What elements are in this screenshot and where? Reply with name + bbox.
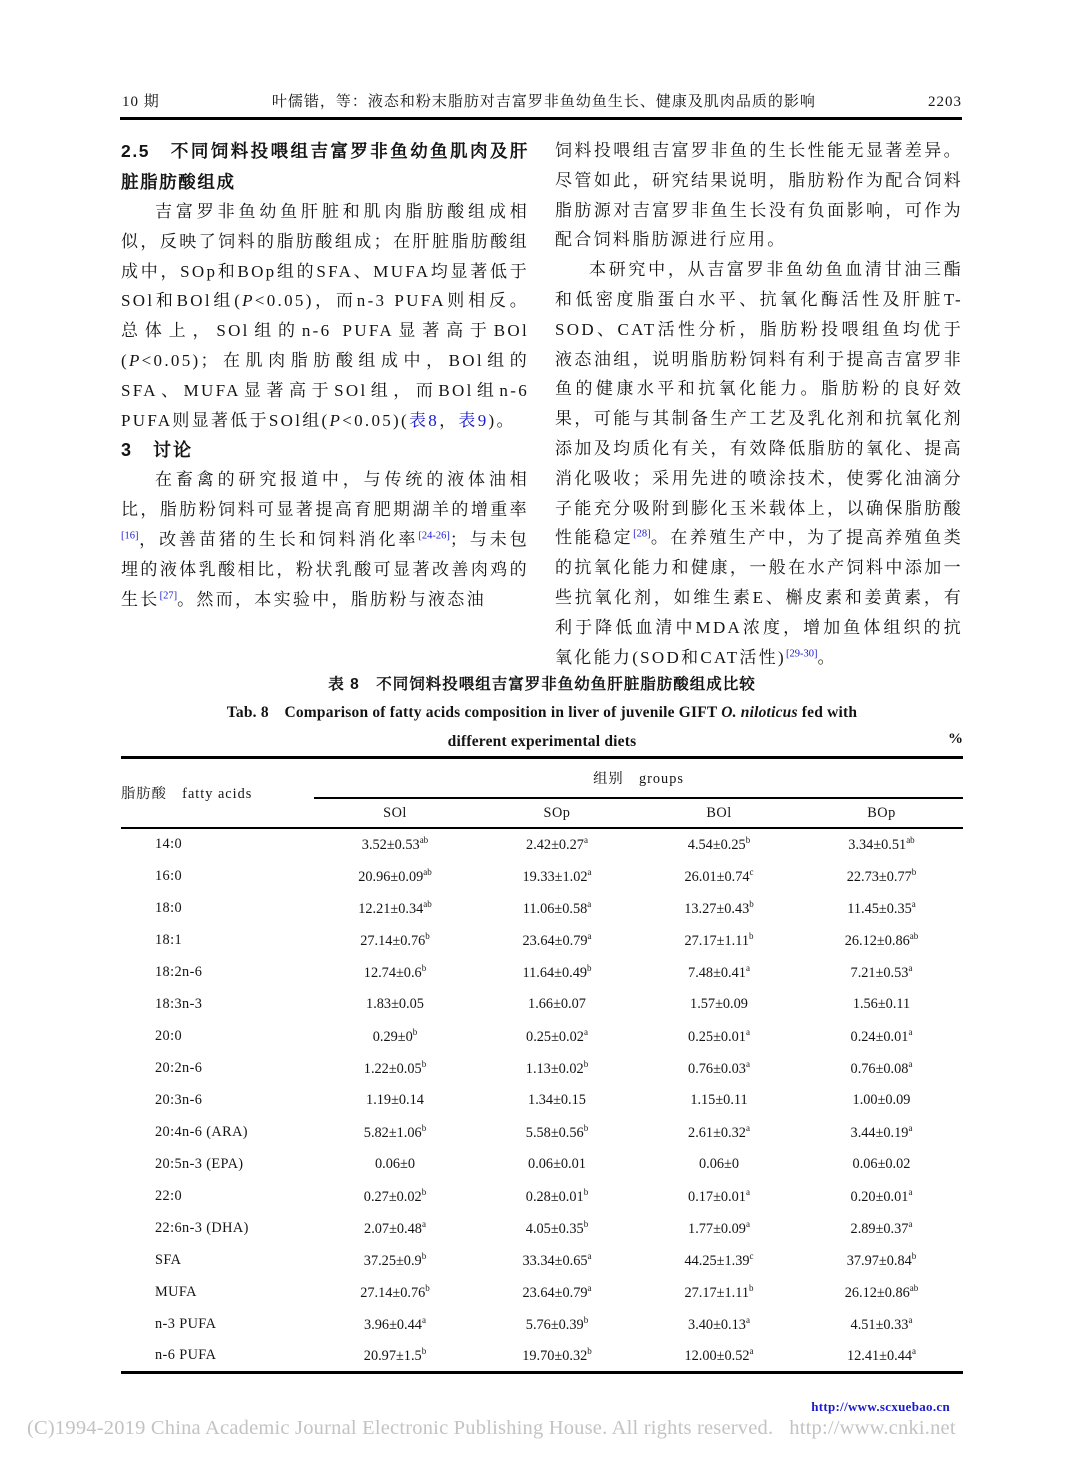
fatty-acid-label: 20:0 (155, 1027, 183, 1044)
significance-superscript: b (749, 1282, 754, 1293)
fatty-acid-label: n-6 PUFA (155, 1346, 217, 1363)
value-cell: 1.34±0.15 (528, 1091, 586, 1108)
column-header-fatty-acids: 脂肪酸 fatty acids (121, 758, 314, 829)
table-row (121, 956, 963, 988)
significance-superscript: b (421, 1058, 427, 1069)
value-cell: 7.48±0.41$^a$ (688, 962, 750, 981)
value-cell: 3.40±0.13$^a$ (688, 1314, 750, 1333)
column-header-bol: BOl (638, 798, 800, 828)
fatty-acid-label: 22:6n-3 (DHA) (155, 1219, 249, 1236)
value-cell: 3.96±0.44$^a$ (364, 1314, 426, 1333)
table-row (121, 828, 963, 860)
table-row (121, 924, 963, 956)
column-header-bop: BOp (800, 798, 963, 828)
value-cell: 3.34±0.51$^{ab}$ (848, 835, 915, 853)
unit-label: % (948, 731, 963, 747)
fatty-acid-label: MUFA (155, 1283, 197, 1300)
value-cell: 1.83±0.05 (366, 995, 424, 1012)
value-cell: 37.25±0.9$^b$ (363, 1250, 427, 1269)
value-cell: 0.20±0.01$^a$ (850, 1186, 913, 1205)
left-column (121, 136, 529, 672)
column-header-groups: 组别 groups (314, 758, 963, 799)
value-cell: 11.64±0.49$^b$ (522, 962, 592, 981)
fatty-acid-label: 20:2n-6 (155, 1059, 203, 1076)
header-rule (120, 117, 962, 120)
fatty-acid-label: SFA (155, 1251, 182, 1268)
citation-ref[interactable]: [24-26] (418, 530, 450, 542)
significance-superscript: b (421, 962, 427, 973)
text-segment: 吉富罗非鱼幼鱼肝脏和肌肉脂肪酸组成相似，反映了饲料的脂肪酸组成；在肝脏脂肪酸组成中，SOp和BOp组的SFA、MUFA均显著低于SOl和BOl组( (121, 202, 529, 311)
paragraph (121, 197, 529, 435)
fatty-acid-label: 18:2n-6 (155, 963, 203, 980)
value-cell: 5.76±0.39$^b$ (525, 1314, 589, 1333)
table8-title-en (121, 698, 963, 727)
value-cell: 1.13±0.02$^b$ (525, 1058, 589, 1077)
value-cell: 23.64±0.79$^a$ (522, 930, 592, 949)
significance-superscript: b (425, 1282, 430, 1293)
text-segment: fed with (797, 704, 858, 721)
table-row (121, 1244, 963, 1276)
significance-superscript: b (745, 835, 751, 846)
text-segment: <0.05)( (342, 410, 409, 430)
text-segment: )。 (488, 410, 516, 430)
citation-ref[interactable]: [27] (159, 589, 178, 601)
value-cell: 5.58±0.56$^b$ (525, 1122, 589, 1141)
paragraph (555, 136, 963, 255)
significance-superscript: ab (419, 835, 429, 846)
value-cell: 1.22±0.05$^b$ (363, 1058, 427, 1077)
significance-superscript: a (745, 1122, 750, 1133)
fatty-acid-label: 22:0 (155, 1187, 183, 1204)
table-row (121, 1308, 963, 1340)
table-row (121, 988, 963, 1020)
table-row (121, 1340, 963, 1372)
significance-superscript: b (911, 866, 917, 877)
significance-superscript: b (911, 1250, 917, 1261)
table-ref-link[interactable]: 表9 (458, 410, 489, 430)
significance-superscript: ab (423, 898, 432, 909)
significance-superscript: b (587, 962, 592, 973)
significance-superscript: a (583, 1026, 588, 1037)
value-cell: 2.89±0.37$^a$ (850, 1218, 913, 1237)
significance-superscript: c (749, 1250, 754, 1261)
table-row (121, 1020, 963, 1052)
value-cell: 12.21±0.34$^{ab}$ (358, 898, 432, 917)
table8 (121, 756, 963, 1374)
significance-superscript: ab (906, 835, 915, 846)
text-segment: <0.05)；在肌肉脂肪酸组成中，BOl组的SFA、MUFA显著高于SOl组，而BOl组n-6 PUFA则显著低于SOl组( (121, 350, 529, 430)
table-ref-link[interactable]: 表8 (408, 410, 440, 430)
table8-title-en-line2: different experimental diets (447, 733, 637, 750)
value-cell: 13.27±0.43$^b$ (684, 898, 754, 917)
text-segment: 本研究中，从吉富罗非鱼幼鱼血清甘油三酯和低密度脂蛋白水平、抗氧化酶活性及肝脏T-SOD、CAT活性分析，脂肪粉投喂组鱼均优于液态油组，说明脂肪粉饲料有利于提高吉富罗非鱼的健康水平和抗氧化能力。脂肪粉的良好效果，可能与其制备生产工艺及乳化剂和抗氧化剂添加及均质化有关，有效降低脂肪的氧化、提高消化吸收；采用先进的喷涂技术，使雾化油滴分子能充分吸附到膨化玉米载体上，以确保脂肪酸性能稳定 (555, 260, 963, 548)
text-segment: 。在养殖生产中，为了提高养殖鱼类的抗氧化能力和健康，一般在水产饲料中添加一些抗氧化剂，如维生素E、槲皮素和姜黄素，有利于降低血清中MDA浓度，增加鱼体组织的抗氧化能力(SOD和CAT活性) (555, 528, 963, 667)
value-cell: 19.33±1.02$^a$ (522, 866, 592, 885)
significance-superscript: a (421, 1218, 426, 1229)
table-row (121, 892, 963, 924)
fatty-acid-label: 20:5n-3 (EPA) (155, 1155, 244, 1172)
significance-superscript: a (745, 1058, 750, 1069)
significance-superscript: a (587, 930, 592, 941)
significance-superscript: b (749, 898, 754, 909)
paragraph (121, 465, 529, 614)
value-cell: 26.01±0.74$^c$ (684, 866, 754, 885)
value-cell: 12.00±0.52$^a$ (684, 1345, 754, 1364)
value-cell: 26.12±0.86$^{ab}$ (844, 930, 919, 949)
value-cell: 1.00±0.09 (852, 1091, 911, 1108)
significance-superscript: a (421, 1314, 426, 1325)
column-header-sol: SOl (314, 798, 476, 828)
page-header (122, 90, 962, 111)
value-cell: 11.45±0.35$^a$ (847, 898, 916, 917)
significance-superscript: b (587, 1345, 592, 1356)
text-segment: ， (439, 410, 459, 430)
table-row (121, 1276, 963, 1308)
running-title: 叶儒锴，等：液态和粉末脂肪对吉富罗非鱼幼鱼生长、健康及肌肉品质的影响 (271, 94, 816, 110)
significance-superscript: a (908, 1058, 913, 1069)
significance-superscript: b (583, 1218, 589, 1229)
table-row (121, 1180, 963, 1212)
significance-superscript: c (749, 866, 754, 877)
significance-superscript: a (587, 866, 592, 877)
citation-ref[interactable]: [16] (121, 530, 139, 542)
value-cell: 27.17±1.11$^b$ (684, 1282, 754, 1301)
value-cell: 4.51±0.33$^a$ (850, 1314, 913, 1333)
value-cell: 0.06±0 (374, 1155, 415, 1172)
value-cell: 0.27±0.02$^b$ (363, 1186, 427, 1205)
text-segment: 在畜禽的研究报道中，与传统的液体油相比，脂肪粉饲料可显著提高育肥期湖羊的增重率 (121, 470, 529, 520)
table-row (121, 1084, 963, 1116)
significance-superscript: a (908, 1218, 913, 1229)
column-header-sop: SOp (476, 798, 638, 828)
fatty-acid-label: 20:3n-6 (155, 1091, 203, 1108)
significance-superscript: ab (423, 866, 432, 877)
significance-superscript: a (745, 1314, 750, 1325)
table-row (121, 1116, 963, 1148)
italic-text: P (242, 291, 255, 311)
value-cell: 1.56±0.11 (852, 995, 911, 1012)
citation-ref[interactable]: [29-30] (785, 647, 818, 659)
text-segment: 。然而，本实验中，脂肪粉与液态油 (177, 589, 486, 609)
value-cell: 5.82±1.06$^b$ (363, 1122, 427, 1141)
value-cell: 1.57±0.09 (690, 995, 748, 1012)
text-segment: 。 (817, 647, 837, 667)
significance-superscript: b (749, 930, 754, 941)
copyright-watermark: (C)1994-2019 China Academic Journal Electronic Publishing House. All rights reserved. http://www.cnki.net (27, 1417, 956, 1439)
significance-superscript: a (749, 1345, 754, 1356)
value-cell: 0.24±0.01$^a$ (850, 1026, 913, 1045)
issue-label: 10 期 (122, 94, 160, 110)
value-cell: 20.97±1.5$^b$ (363, 1345, 427, 1364)
value-cell: 0.76±0.08$^a$ (850, 1058, 913, 1077)
fatty-acid-label: n-3 PUFA (155, 1315, 217, 1332)
table-row (121, 1052, 963, 1084)
value-cell: 27.14±0.76$^b$ (360, 1282, 430, 1301)
fatty-acid-label: 18:3n-3 (155, 995, 203, 1012)
value-cell: $0.29\pm 0^b$ (372, 1026, 418, 1045)
paragraph (555, 255, 963, 672)
value-cell: 12.74±0.6$^b$ (363, 962, 427, 981)
significance-superscript: a (745, 962, 750, 973)
significance-superscript: b (421, 1345, 427, 1356)
value-cell: 0.28±0.01$^b$ (525, 1186, 589, 1205)
significance-superscript: b (412, 1026, 418, 1037)
significance-superscript: a (908, 1314, 913, 1325)
value-cell: 1.19±0.14 (366, 1091, 424, 1108)
fatty-acid-label: 20:4n-6 (ARA) (155, 1123, 248, 1140)
value-cell: 2.42±0.27$^a$ (526, 835, 588, 853)
significance-superscript: a (587, 1282, 592, 1293)
fatty-acid-label: 18:0 (155, 899, 183, 916)
significance-superscript: b (425, 930, 430, 941)
table-row (121, 1212, 963, 1244)
value-cell: 27.14±0.76$^b$ (360, 930, 430, 949)
value-cell: 22.73±0.77$^b$ (846, 866, 917, 885)
section-2-5-heading: 2.5 不同饲料投喂组吉富罗非鱼幼鱼肌肉及肝脏脂肪酸组成 (121, 141, 529, 192)
value-cell: 0.76±0.03$^a$ (688, 1058, 750, 1077)
value-cell: 1.77±0.09$^a$ (688, 1218, 750, 1237)
value-cell: 0.06±0.02 (852, 1155, 911, 1172)
significance-superscript: a (912, 1345, 917, 1356)
italic-text: P (128, 350, 142, 370)
table-row (121, 860, 963, 892)
article-body (121, 136, 963, 672)
table8-title-block (121, 671, 963, 756)
value-cell: 1.66±0.07 (528, 995, 586, 1012)
citation-ref[interactable]: [28] (633, 528, 651, 540)
text-segment: ，改善苗猪的生长和饲料消化率 (138, 529, 419, 549)
value-cell: 27.17±1.11$^b$ (684, 930, 754, 949)
section-3-heading: 3 讨论 (121, 440, 194, 461)
value-cell: 11.06±0.58$^a$ (522, 898, 592, 917)
significance-superscript: a (583, 835, 588, 846)
significance-superscript: b (421, 1250, 427, 1261)
significance-superscript: a (908, 962, 913, 973)
journal-url-link[interactable]: http://www.scxuebao.cn (811, 1399, 950, 1414)
significance-superscript: a (908, 1122, 913, 1133)
text-segment: <0.05)，而n-3 PUFA则相反。总体上，SOl组的n-6 PUFA显著高于BOl ( (121, 291, 529, 370)
fatty-acid-label: 18:1 (155, 931, 183, 948)
significance-superscript: ab (909, 930, 919, 941)
fatty-acid-label: 16:0 (155, 867, 183, 884)
right-column (555, 136, 963, 672)
significance-superscript: a (908, 1186, 913, 1197)
text-segment: ；与未包埋的液体乳酸相比，粉状乳酸可显著改善肉鸡的生长 (121, 529, 530, 609)
value-cell: 33.34±0.65$^a$ (522, 1250, 592, 1269)
table-row (121, 1148, 963, 1180)
value-cell: 26.12±0.86$^{ab}$ (844, 1282, 919, 1301)
value-cell: 23.64±0.79$^a$ (522, 1282, 592, 1301)
significance-superscript: b (583, 1186, 589, 1197)
value-cell: 20.96±0.09$^{ab}$ (358, 866, 432, 885)
value-cell: 0.06±0 (698, 1155, 739, 1172)
text-segment: 饲料投喂组吉富罗非鱼的生长性能无显著差异。尽管如此，研究结果说明，脂肪粉作为配合饲料脂肪源对吉富罗非鱼生长没有负面影响，可作为配合饲料脂肪源进行应用。 (555, 141, 963, 250)
text-segment: Tab. 8 Comparison of fatty acids composition in liver of juvenile GIFT (226, 704, 722, 721)
value-cell: 0.06±0.01 (528, 1155, 586, 1172)
italic-text: O. niloticus (721, 704, 798, 721)
significance-superscript: a (745, 1218, 750, 1229)
significance-superscript: b (583, 1314, 589, 1325)
significance-superscript: a (587, 1250, 592, 1261)
value-cell: 4.54±0.25$^b$ (687, 835, 751, 853)
significance-superscript: a (745, 1026, 750, 1037)
page-number: 2203 (928, 94, 962, 110)
value-cell: 44.25±1.39$^c$ (684, 1250, 754, 1269)
value-cell: 7.21±0.53$^a$ (850, 962, 913, 981)
value-cell: 1.15±0.11 (690, 1091, 748, 1108)
significance-superscript: b (583, 1122, 589, 1133)
significance-superscript: a (908, 1026, 913, 1037)
value-cell: 2.07±0.48$^a$ (364, 1218, 426, 1237)
significance-superscript: a (911, 898, 916, 909)
table8-title-zh: 表 8 不同饲料投喂组吉富罗非鱼幼鱼肝脏脂肪酸组成比较 (328, 676, 756, 693)
value-cell: 3.44±0.19$^a$ (850, 1122, 913, 1141)
fatty-acid-label: 14:0 (155, 836, 183, 852)
significance-superscript: a (587, 898, 592, 909)
italic-text: P (329, 410, 343, 430)
significance-superscript: b (583, 1058, 589, 1069)
value-cell: 0.25±0.01$^a$ (688, 1026, 750, 1045)
value-cell: 0.17±0.01$^a$ (688, 1186, 750, 1205)
value-cell: 12.41±0.44$^a$ (846, 1345, 917, 1364)
value-cell: 37.97±0.84$^b$ (846, 1250, 917, 1269)
value-cell: 19.70±0.32$^b$ (522, 1345, 592, 1364)
significance-superscript: b (421, 1186, 427, 1197)
value-cell: 3.52±0.53$^{ab}$ (361, 835, 429, 853)
significance-superscript: ab (909, 1282, 919, 1293)
value-cell: 0.25±0.02$^a$ (526, 1026, 588, 1045)
value-cell: 4.05±0.35$^b$ (525, 1218, 589, 1237)
significance-superscript: b (421, 1122, 427, 1133)
value-cell: 2.61±0.32$^a$ (688, 1122, 750, 1141)
significance-superscript: a (745, 1186, 750, 1197)
